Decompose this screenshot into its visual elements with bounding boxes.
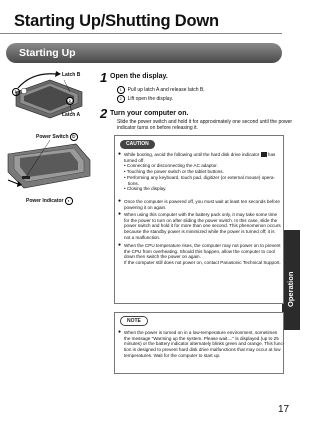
power-indicator-label: Power Indicator ◐ (26, 197, 73, 205)
marker-2: 2 (66, 97, 74, 105)
bullet-icon: ● (118, 211, 122, 217)
step-1-number: 1 (100, 70, 108, 85)
latch-a-label: Latch A (62, 112, 81, 118)
step-1-title: Open the display. (110, 73, 168, 80)
caution-bullet-4: ● When the CPU temperature rises, the computer may not power on to prevent the CPU from overheating. Should this happen, allow the computer to cool down then switch the power on again. If the computer still does not power on, contact Panasonic Technical Support. (118, 242, 281, 266)
step-1-substep-2: 2 Lift open the display. (117, 95, 173, 103)
note-bullet: ● When the power is turned on in a low-temperature environment, sometimes the message "Warming up the system. Please wait...." is displayed (up to 25 minutes) or the battery indicator alternately blinks green and orange. This func- tion is designed to prevent hard disk drive malfunctions that may occur at low temperatures. Wait for the computer to start up. (118, 329, 285, 358)
step-2-number: 2 (100, 106, 108, 121)
power-icon: ⏻ (70, 133, 78, 141)
caution-bullet-2: ● Once the computer is powered off, you must wait at least ten seconds before powering it on again. (118, 198, 280, 210)
bullet-icon: ● (118, 329, 122, 335)
bullet-icon: ● (118, 151, 122, 157)
marker-1: 1 (12, 88, 20, 96)
power-indicator-icon: ◐ (65, 197, 73, 205)
caution-bullet-3: ● When using this computer with the battery pack only, it may take some time for the power to turn on after sliding the power switch. In this case, slide the power switch and hold it for more than one second. This phenomenon occurs because the standby power is minimized while the power is turned off; it is not a malfunction. (118, 211, 281, 240)
latch-b-label: Latch B (62, 72, 81, 78)
bullet-icon: ● (118, 242, 122, 248)
page-title: Starting Up/Shutting Down (14, 12, 219, 30)
side-tab (282, 230, 300, 330)
caution-bullet-1: ● While booting, avoid the following until the hard disk drive indicator has turned off. • Connecting or disconnecting the AC adaptor. • Touching the power switch or the tablet buttons. • Performing any keyboard, touch pad, digitizer (or external mouse) opera- tions. • Closing the display. (118, 151, 276, 192)
hdd-indicator-icon (261, 152, 267, 157)
step-1-substep-1: 1 Pull up latch A and release latch B. (117, 86, 205, 94)
power-switch-illustration (4, 140, 94, 192)
title-rule (0, 33, 282, 34)
section-title: Starting Up (19, 46, 76, 59)
page-number: 17 (278, 404, 290, 415)
caution-badge: CAUTION (120, 140, 155, 149)
bullet-icon: ● (118, 198, 122, 204)
side-tab-label: Operation (286, 271, 295, 307)
power-switch-label: Power Switch ⏻ (36, 133, 78, 141)
note-badge: NOTE (120, 316, 148, 326)
step-2-title: Turn your computer on. (110, 110, 189, 117)
section-header (6, 43, 282, 63)
step-2-body: Slide the power switch and hold it for approximately one second until the power indicator turns on before releasing it. (117, 119, 293, 132)
